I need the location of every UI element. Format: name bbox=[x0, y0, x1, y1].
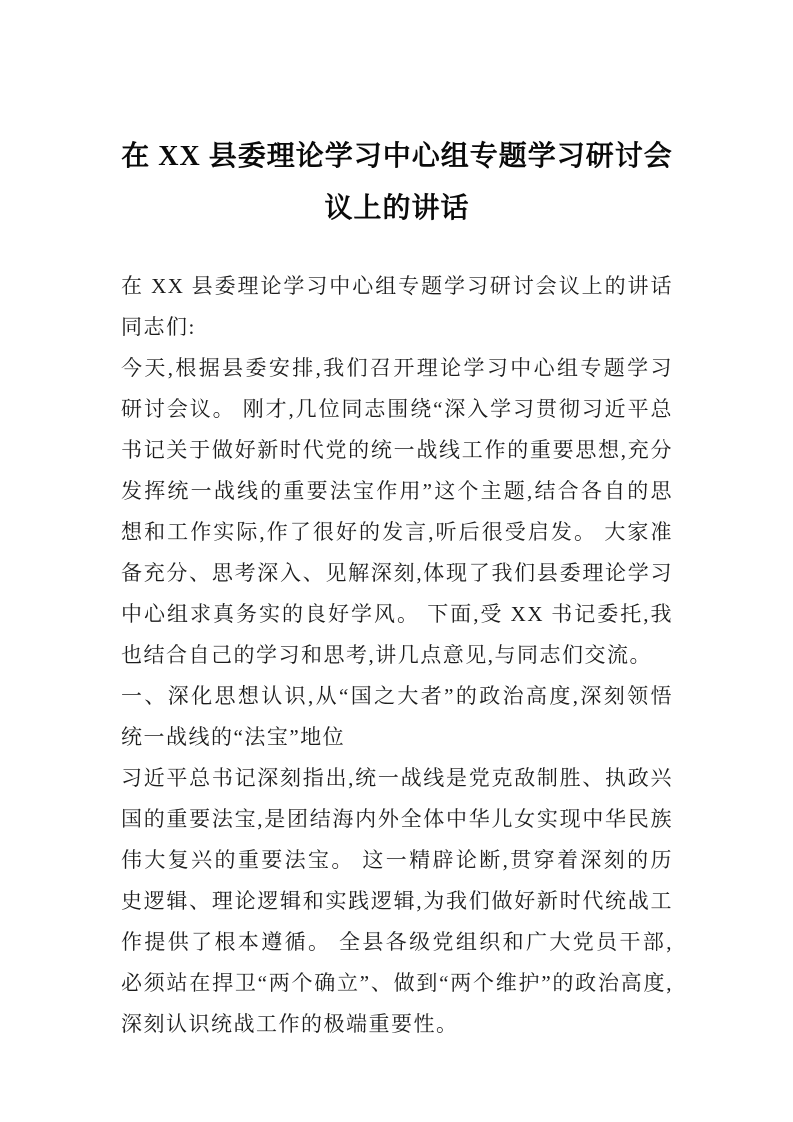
document-body bbox=[121, 266, 673, 1045]
document-title-line-1: 在 XX 县委理论学习中心组专题学习研讨会 bbox=[121, 140, 673, 172]
opening-paragraph: 今天,根据县委安排,我们召开理论学习中心组专题学习研讨会议。 刚才,几位同志围绕“深入学习贯彻习近平总书记关于做好新时代党的统一战线工作的重要思想,充分发挥统一战线的重要法宝作用”这个主题,结合各自的思想和工作实际,作了很好的发言,听后很受启发。 大家准备充分、思考深入、见解深刻,体现了我们县委理论学习中心组求真务实的良好学风。 下面,受 XX 书记委托,我也结合自己的学习和思考,讲几点意见,与同志们交流。 bbox=[121, 355, 673, 667]
body-paragraph: 习近平总书记深刻指出,统一战线是党克敌制胜、执政兴国的重要法宝,是团结海内外全体中华儿女实现中华民族伟大复兴的重要法宝。 这一精辟论断,贯穿着深刻的历史逻辑、理论逻辑和实践逻辑,为我们做好新时代统战工作提供了根本遵循。 全县各级党组织和广大党员干部,必须站在捍卫“两个确立”、做到“两个维护”的政治高度,深刻认识统战工作的极端重要性。 bbox=[121, 765, 673, 1036]
document-title bbox=[121, 131, 673, 235]
salutation-paragraph: 在 XX 县委理论学习中心组专题学习研讨会议上的讲话同志们: bbox=[121, 273, 673, 339]
document-title-line-2: 议上的讲话 bbox=[324, 192, 470, 224]
section-heading: 一、深化思想认识,从“国之大者”的政治高度,深刻领悟统一战线的“法宝”地位 bbox=[121, 683, 673, 749]
